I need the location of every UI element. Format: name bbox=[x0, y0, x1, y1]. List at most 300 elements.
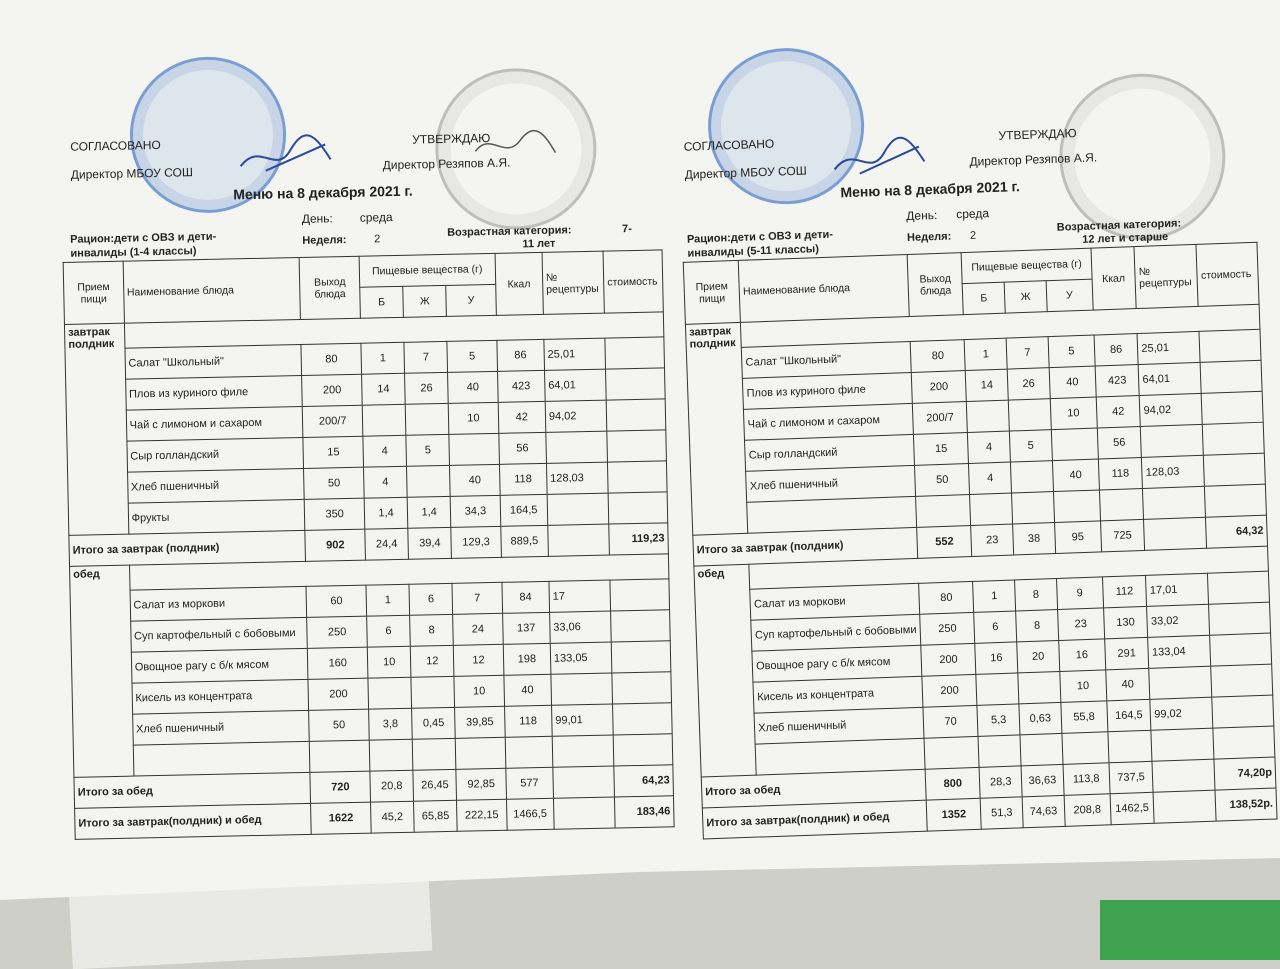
snack-label: полдник bbox=[68, 337, 115, 351]
cell: 5 bbox=[447, 340, 497, 372]
menu-header bbox=[675, 20, 1257, 262]
cell: 118 bbox=[499, 463, 547, 495]
cell: 84 bbox=[502, 581, 550, 613]
header-nutrients: Пищевые вещества (г) bbox=[359, 253, 495, 287]
cell: 12 bbox=[454, 644, 504, 676]
cell bbox=[1212, 695, 1274, 728]
cell: 1462,5 bbox=[1110, 792, 1155, 825]
dish-name: Суп картофельный с бобовыми bbox=[130, 617, 307, 652]
cell: 133,04 bbox=[1148, 635, 1211, 668]
cell: 80 bbox=[910, 340, 965, 373]
dish-name: Хлеб пшеничный bbox=[754, 707, 924, 744]
week-label: Неделя: bbox=[906, 230, 952, 245]
cell: 6 bbox=[367, 615, 411, 647]
age-value: 11 лет bbox=[522, 237, 556, 251]
cell: 128,03 bbox=[1142, 455, 1205, 488]
cell: 10 bbox=[449, 402, 499, 434]
cell: 50 bbox=[304, 467, 364, 499]
cell: 24 bbox=[453, 613, 503, 645]
ration-line1: Рацион:дети с ОВЗ и дети- bbox=[686, 228, 834, 246]
cell bbox=[1152, 759, 1215, 792]
dish-name: Салат "Школьный" bbox=[742, 341, 912, 378]
cell bbox=[612, 672, 672, 704]
cell: 20,8 bbox=[370, 770, 414, 802]
cell: 51,3 bbox=[980, 797, 1023, 829]
header-nutrients: Пищевые вещества (г) bbox=[961, 248, 1091, 283]
cell: 200 bbox=[308, 678, 368, 710]
cell bbox=[412, 738, 456, 770]
cell: 889,5 bbox=[500, 525, 548, 557]
cell bbox=[613, 703, 673, 735]
cell bbox=[1141, 424, 1204, 457]
signature-left bbox=[235, 129, 346, 181]
cell: 5,3 bbox=[977, 704, 1020, 736]
cell bbox=[611, 641, 671, 673]
cell bbox=[1012, 492, 1055, 524]
cell bbox=[1010, 461, 1053, 493]
dish-name: Салат "Школьный" bbox=[125, 344, 302, 379]
header-cost: стоимость bbox=[603, 250, 663, 313]
cell bbox=[608, 492, 668, 524]
week-label: Неделя: bbox=[302, 234, 347, 247]
cell: 23 bbox=[971, 524, 1014, 556]
cell: 423 bbox=[1095, 365, 1140, 398]
ration-line2: инвалиды (5-11 классы) bbox=[687, 243, 820, 260]
dish-name: Кисель из концентрата bbox=[753, 676, 923, 713]
total-label: Итого за завтрак(полдник) и обед bbox=[75, 803, 312, 839]
cell: 1466,5 bbox=[506, 798, 554, 830]
cell bbox=[1205, 484, 1267, 517]
cell: 65,85 bbox=[414, 800, 458, 832]
cell: 5 bbox=[1048, 335, 1095, 368]
approve-label: УТВЕРЖДАЮ bbox=[998, 126, 1077, 143]
cell: 7 bbox=[1006, 337, 1049, 369]
day-value: среда bbox=[956, 206, 990, 222]
cell: 118 bbox=[504, 705, 552, 737]
dish-name: Фрукты bbox=[128, 499, 305, 534]
cell: 28,3 bbox=[979, 766, 1022, 798]
header-protein: Б bbox=[360, 286, 404, 318]
cell bbox=[611, 610, 671, 642]
cell bbox=[924, 736, 979, 769]
header-kcal: Ккал bbox=[1091, 247, 1137, 310]
cell: 4 bbox=[968, 431, 1011, 463]
header-recipe: № рецептуры bbox=[1134, 244, 1198, 308]
cell: 40 bbox=[1105, 668, 1150, 701]
cell: 99,02 bbox=[1150, 697, 1213, 730]
cell: 16 bbox=[1058, 639, 1105, 672]
ration-line1: Рацион:дети с ОВЗ и дети- bbox=[70, 230, 217, 246]
dish-name: Салат из моркови bbox=[750, 583, 920, 620]
cell bbox=[1210, 633, 1272, 666]
cell: 94,02 bbox=[545, 400, 607, 432]
agreed-label: СОГЛАСОВАНО bbox=[70, 137, 161, 154]
cell bbox=[1208, 571, 1270, 604]
cell: 17 bbox=[549, 580, 611, 612]
cell: 94,02 bbox=[1140, 393, 1203, 426]
director-right-label: Директор Резяпов А.Я. bbox=[969, 150, 1098, 169]
director-left-label: Директор МБОУ СОШ bbox=[70, 165, 194, 182]
cell: 1,4 bbox=[407, 496, 451, 528]
menu-title: Меню на 8 декабря 2021 г. bbox=[233, 182, 413, 203]
cell: 16 bbox=[975, 642, 1018, 674]
cell: 9 bbox=[1056, 577, 1103, 610]
cell: 26 bbox=[405, 372, 449, 404]
header-protein: Б bbox=[963, 282, 1006, 314]
cell: 10 bbox=[367, 646, 411, 678]
cell: 4 bbox=[969, 462, 1012, 494]
cell: 200 bbox=[302, 374, 362, 406]
cell bbox=[407, 465, 451, 497]
cell: 42 bbox=[1096, 396, 1141, 429]
breakfast-label: завтрак bbox=[689, 325, 732, 339]
cell: 128,03 bbox=[546, 462, 608, 494]
cell bbox=[1211, 664, 1273, 697]
cell bbox=[551, 673, 613, 705]
cell: 17,01 bbox=[1146, 573, 1209, 606]
day-label: День: bbox=[906, 207, 938, 224]
cell: 1,4 bbox=[364, 497, 408, 529]
cell bbox=[547, 493, 609, 525]
meal-lunch-cell bbox=[694, 564, 757, 777]
cell: 8 bbox=[1015, 579, 1058, 611]
dish-name: Хлеб пшеничный bbox=[127, 468, 304, 503]
cell: 1 bbox=[973, 580, 1016, 612]
day-label: День: bbox=[301, 211, 333, 226]
cell: 4 bbox=[363, 435, 407, 467]
cell bbox=[1204, 453, 1266, 486]
cell: 577 bbox=[505, 767, 553, 799]
cell bbox=[1108, 730, 1153, 763]
cell: 725 bbox=[1100, 519, 1145, 552]
cell: 36,63 bbox=[1021, 764, 1064, 796]
dish-name: Овощное рагу с б/к мясом bbox=[752, 645, 922, 682]
header-dish: Наименование блюда bbox=[738, 255, 909, 323]
cell: 40 bbox=[450, 464, 500, 496]
cell bbox=[1199, 329, 1261, 362]
snack-label: полдник bbox=[689, 337, 736, 351]
header-output: Выход блюда bbox=[299, 256, 360, 319]
age-value: 12 лет и старше bbox=[1082, 230, 1169, 246]
cell bbox=[1008, 399, 1051, 431]
cell bbox=[369, 739, 413, 771]
cell bbox=[976, 673, 1019, 705]
cell: 55,8 bbox=[1061, 701, 1108, 734]
cell: 40 bbox=[1052, 459, 1099, 492]
total-cost: 138,52р. bbox=[1215, 788, 1277, 821]
age-label-suffix: 7- bbox=[621, 223, 632, 236]
cell: 50 bbox=[309, 709, 369, 741]
cell bbox=[1153, 790, 1216, 823]
dish-name: Хлеб пшеничный bbox=[132, 710, 309, 745]
cell: 350 bbox=[305, 498, 365, 530]
cell bbox=[608, 461, 668, 493]
cell bbox=[368, 677, 412, 709]
cell: 34,3 bbox=[450, 495, 500, 527]
header-dish: Наименование блюда bbox=[123, 257, 301, 323]
cell: 10 bbox=[454, 675, 504, 707]
cell: 23 bbox=[1057, 608, 1104, 641]
cell: 64,01 bbox=[1138, 362, 1201, 395]
cell: 130 bbox=[1103, 606, 1148, 639]
cell: 200 bbox=[922, 674, 977, 707]
meal-breakfast-cell bbox=[685, 322, 748, 535]
cell: 291 bbox=[1104, 637, 1149, 670]
cell: 10 bbox=[1050, 397, 1097, 430]
dish-name: Хлеб пшеничный bbox=[746, 465, 916, 502]
menu-document-right bbox=[675, 20, 1278, 840]
cell bbox=[411, 676, 455, 708]
cell: 45,2 bbox=[371, 801, 415, 833]
cell: 8 bbox=[1016, 610, 1059, 642]
cell: 222,15 bbox=[457, 799, 507, 831]
cell: 86 bbox=[1094, 334, 1139, 367]
cell: 164,5 bbox=[500, 494, 548, 526]
cell: 56 bbox=[1097, 426, 1142, 459]
dish-name: Салат из моркови bbox=[130, 586, 307, 621]
cell bbox=[456, 737, 506, 769]
cell: 1 bbox=[964, 338, 1007, 370]
breakfast-label: завтрак bbox=[68, 325, 111, 339]
dish-name: Овощное рагу с б/к мясом bbox=[131, 648, 308, 683]
cell bbox=[1149, 666, 1212, 699]
header-kcal: Ккал bbox=[495, 252, 544, 315]
dish-name: Чай с лимоном и сахаром bbox=[126, 406, 303, 441]
cell bbox=[1143, 486, 1206, 519]
dish-name: Сыр голландский bbox=[127, 437, 304, 472]
cell: 4 bbox=[364, 466, 408, 498]
green-surface bbox=[1100, 900, 1280, 960]
cell bbox=[610, 579, 670, 611]
cell: 14 bbox=[362, 373, 406, 405]
cell: 10 bbox=[1060, 670, 1107, 703]
cell: 33,06 bbox=[550, 611, 612, 643]
cell bbox=[552, 735, 614, 767]
cell: 20 bbox=[1017, 640, 1060, 672]
cell: 737,5 bbox=[1109, 761, 1154, 794]
dish-name: Плов из куриного филе bbox=[125, 375, 302, 410]
cell bbox=[1151, 728, 1214, 761]
total-label: Итого за обед bbox=[701, 769, 926, 808]
cell: 250 bbox=[307, 616, 367, 648]
header-meal: Прием пищи bbox=[683, 260, 740, 324]
cell bbox=[505, 736, 553, 768]
cell bbox=[613, 734, 673, 766]
cell: 5 bbox=[406, 434, 450, 466]
dish-name bbox=[133, 741, 310, 776]
cell bbox=[449, 433, 499, 465]
cell: 6 bbox=[974, 611, 1017, 643]
cell: 24,4 bbox=[365, 528, 409, 560]
menu-title: Меню на 8 декабря 2021 г. bbox=[840, 178, 1021, 201]
cell: 1622 bbox=[311, 802, 371, 834]
header-carb: У bbox=[1046, 279, 1093, 312]
cell: 198 bbox=[503, 643, 551, 675]
cell: 7 bbox=[404, 341, 448, 373]
total-label: Итого за завтрак(полдник) и обед bbox=[702, 800, 927, 839]
cell: 86 bbox=[497, 339, 545, 371]
cell bbox=[548, 524, 610, 556]
cell: 129,3 bbox=[451, 526, 501, 558]
cell bbox=[607, 430, 667, 462]
cell: 26 bbox=[1007, 368, 1050, 400]
cell: 1 bbox=[366, 584, 410, 616]
lunch-label: обед bbox=[697, 567, 725, 581]
cell: 70 bbox=[923, 705, 978, 738]
header-recipe: № рецептуры bbox=[542, 251, 604, 314]
header-fat: Ж bbox=[403, 285, 447, 317]
cell: 118 bbox=[1098, 457, 1143, 490]
total-cost: 64,23 bbox=[614, 765, 674, 797]
total-cost: 183,46 bbox=[615, 796, 675, 828]
cell: 15 bbox=[914, 433, 969, 466]
cell: 160 bbox=[308, 647, 368, 679]
cell: 38 bbox=[1013, 523, 1056, 555]
cell: 80 bbox=[919, 581, 974, 614]
cell: 14 bbox=[966, 369, 1009, 401]
cell bbox=[606, 368, 666, 400]
cell: 902 bbox=[305, 529, 365, 561]
age-label: Возрастная категория: bbox=[446, 224, 572, 239]
cell: 552 bbox=[917, 525, 972, 558]
dish-name: Кисель из концентрата bbox=[132, 679, 309, 714]
cell: 208,8 bbox=[1064, 794, 1111, 827]
cell: 1352 bbox=[926, 798, 981, 831]
cell: 12 bbox=[410, 645, 454, 677]
cell: 3,8 bbox=[369, 708, 413, 740]
cell: 200/7 bbox=[912, 402, 967, 435]
cell: 74,63 bbox=[1022, 795, 1065, 827]
cell bbox=[553, 797, 615, 829]
cell: 113,8 bbox=[1063, 763, 1110, 796]
menu-header bbox=[58, 27, 663, 262]
cell bbox=[978, 735, 1021, 767]
week-value: 2 bbox=[374, 233, 381, 246]
lunch-label: обед bbox=[73, 568, 100, 581]
cell: 25,01 bbox=[1137, 331, 1200, 364]
total-label: Итого за завтрак (полдник) bbox=[693, 527, 918, 566]
menu-document-left bbox=[58, 27, 675, 839]
cell bbox=[1201, 360, 1263, 393]
cell: 33,02 bbox=[1147, 604, 1210, 637]
total-cost: 119,23 bbox=[609, 523, 669, 555]
cell: 42 bbox=[498, 401, 546, 433]
cell bbox=[1203, 422, 1265, 455]
cell bbox=[1051, 428, 1098, 461]
age-label: Возрастная категория: bbox=[1056, 217, 1182, 234]
menu-table bbox=[63, 249, 675, 839]
cell: 80 bbox=[301, 343, 361, 375]
cell bbox=[1099, 488, 1144, 521]
dish-name: Сыр голландский bbox=[745, 434, 915, 471]
header-cost: стоимость bbox=[1196, 242, 1259, 306]
cell bbox=[553, 766, 615, 798]
ration-line2: инвалиды (1-4 классы) bbox=[70, 245, 197, 260]
cell bbox=[1053, 490, 1100, 523]
cell: 200/7 bbox=[303, 405, 363, 437]
cell: 99,01 bbox=[551, 704, 613, 736]
cell: 200 bbox=[911, 371, 966, 404]
cell: 6 bbox=[409, 583, 453, 615]
week-value: 2 bbox=[969, 229, 977, 242]
cell bbox=[970, 493, 1013, 525]
cell: 64,01 bbox=[544, 369, 606, 401]
total-label: Итого за завтрак (полдник) bbox=[69, 530, 306, 566]
cell: 25,01 bbox=[544, 338, 606, 370]
dish-name: Плов из куриного филе bbox=[743, 372, 913, 409]
cell: 95 bbox=[1054, 521, 1101, 554]
cell: 7 bbox=[452, 582, 502, 614]
total-cost: 74,20р bbox=[1214, 757, 1276, 790]
dish-name: Чай с лимоном и сахаром bbox=[744, 403, 914, 440]
cell bbox=[967, 400, 1010, 432]
signature-left bbox=[828, 131, 940, 185]
cell: 423 bbox=[497, 370, 545, 402]
agreed-label: СОГЛАСОВАНО bbox=[683, 136, 775, 154]
cell bbox=[546, 431, 608, 463]
cell bbox=[310, 740, 370, 772]
cell: 112 bbox=[1102, 575, 1147, 608]
cell bbox=[605, 337, 665, 369]
cell: 56 bbox=[498, 432, 546, 464]
cell bbox=[405, 403, 449, 435]
cell: 800 bbox=[925, 767, 980, 800]
header-output: Выход блюда bbox=[907, 253, 963, 317]
header-carb: У bbox=[446, 284, 496, 316]
cell: 200 bbox=[921, 643, 976, 676]
cell bbox=[1144, 517, 1207, 550]
cell: 8 bbox=[410, 614, 454, 646]
cell: 164,5 bbox=[1106, 699, 1151, 732]
cell: 39,4 bbox=[408, 527, 452, 559]
cell: 60 bbox=[306, 585, 366, 617]
cell: 250 bbox=[920, 612, 975, 645]
cell: 92,85 bbox=[456, 768, 506, 800]
cell: 137 bbox=[502, 612, 550, 644]
cell bbox=[1018, 671, 1061, 703]
header-fat: Ж bbox=[1004, 281, 1047, 313]
cell: 26,45 bbox=[413, 769, 457, 801]
cell: 133,05 bbox=[550, 642, 612, 674]
cell: 40 bbox=[448, 371, 498, 403]
dish-name: Суп картофельный с бобовыми bbox=[751, 614, 921, 651]
cell: 40 bbox=[1049, 366, 1096, 399]
cell bbox=[1020, 733, 1063, 765]
cell: 40 bbox=[504, 674, 552, 706]
cell: 0,45 bbox=[412, 707, 456, 739]
cell: 1 bbox=[361, 342, 405, 374]
cell bbox=[1062, 732, 1109, 765]
cell bbox=[1213, 726, 1275, 759]
header-meal: Прием пищи bbox=[63, 261, 124, 324]
cell: 39,85 bbox=[455, 706, 505, 738]
cell: 15 bbox=[303, 436, 363, 468]
meal-lunch-cell bbox=[70, 565, 134, 777]
cell: 720 bbox=[310, 771, 370, 803]
meal-breakfast-cell bbox=[64, 323, 128, 535]
cell: 50 bbox=[915, 464, 970, 497]
cell bbox=[606, 399, 666, 431]
day-value: среда bbox=[359, 210, 393, 225]
cell: 0,63 bbox=[1019, 702, 1062, 734]
cell bbox=[1202, 391, 1264, 424]
menu-table bbox=[683, 242, 1278, 840]
director-left-label: Директор МБОУ СОШ bbox=[684, 163, 807, 182]
cell bbox=[362, 404, 406, 436]
total-cost: 64,32 bbox=[1206, 515, 1268, 548]
cell bbox=[916, 494, 971, 527]
cell: 5 bbox=[1009, 430, 1052, 462]
